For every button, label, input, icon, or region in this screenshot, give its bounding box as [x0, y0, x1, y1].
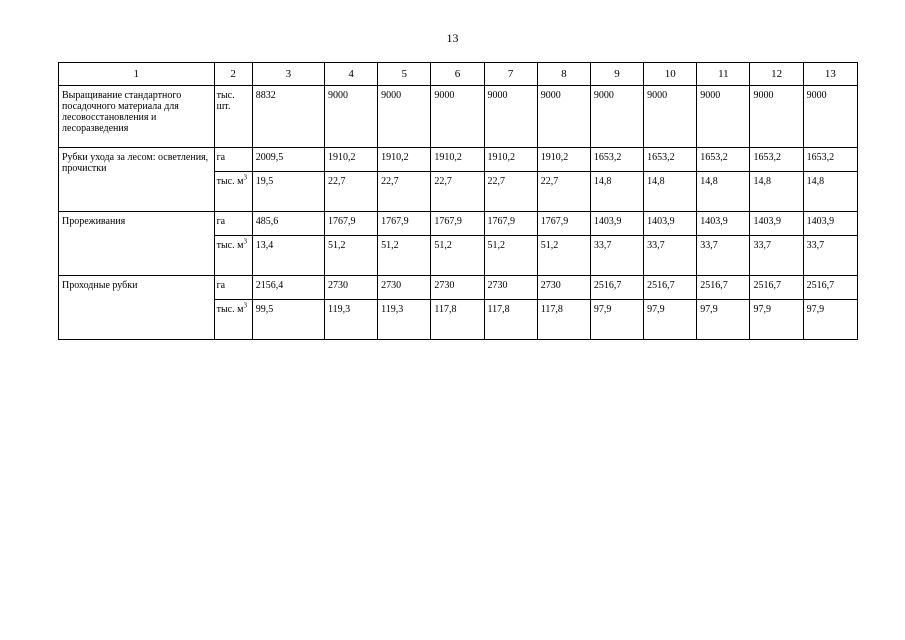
table-row — [59, 212, 858, 236]
value-text: 9000 — [487, 90, 508, 101]
value-text: 19,5 — [255, 176, 274, 187]
value-cell — [590, 172, 643, 212]
value-text: 97,9 — [647, 304, 665, 315]
value-text: 9000 — [593, 90, 614, 101]
table-row — [59, 148, 858, 172]
value-text: 22,7 — [327, 176, 346, 187]
value-text: 14,8 — [806, 176, 825, 187]
value-cell — [378, 300, 431, 340]
value-cell — [590, 276, 643, 300]
value-cell — [697, 300, 750, 340]
value-text: 22,7 — [381, 176, 399, 187]
value-text: 13,4 — [255, 240, 274, 251]
value-cell — [750, 212, 803, 236]
data-table — [58, 62, 858, 340]
value-cell — [431, 276, 484, 300]
value-text: 1653,2 — [753, 152, 781, 163]
value-cell — [697, 148, 750, 172]
value-text: 117,8 — [487, 304, 510, 315]
value-cell — [697, 172, 750, 212]
unit-cell — [214, 172, 252, 212]
value-cell — [324, 86, 377, 148]
value-text: 51,2 — [434, 240, 452, 251]
value-text: 117,8 — [540, 304, 563, 315]
value-text: 33,7 — [753, 240, 771, 251]
value-text: 2730 — [327, 280, 348, 291]
value-text: 9000 — [700, 90, 721, 101]
header-cell: 1 — [59, 63, 215, 86]
value-text: 22,7 — [540, 176, 559, 187]
value-cell — [803, 236, 857, 276]
header-cell: 3 — [252, 63, 324, 86]
value-cell — [484, 86, 537, 148]
value-cell — [484, 172, 537, 212]
value-text: 33,7 — [647, 240, 665, 251]
unit-superscript: 3 — [243, 173, 247, 182]
value-text: 1653,2 — [806, 152, 835, 163]
value-text: 9000 — [381, 90, 402, 101]
value-cell — [324, 300, 377, 340]
value-text: 33,7 — [700, 240, 718, 251]
value-cell — [590, 300, 643, 340]
value-cell — [697, 276, 750, 300]
value-text: 1910,2 — [381, 152, 409, 163]
unit-text: га — [216, 280, 226, 291]
value-cell — [252, 172, 324, 212]
header-cell: 11 — [697, 63, 750, 86]
value-cell — [537, 276, 590, 300]
value-cell — [803, 86, 857, 148]
value-cell — [484, 300, 537, 340]
value-cell — [644, 86, 697, 148]
unit-text: тыс. м — [216, 304, 244, 315]
value-cell — [750, 86, 803, 148]
value-cell — [252, 276, 324, 300]
value-text: 2730 — [381, 280, 402, 291]
value-text: 9000 — [434, 90, 455, 101]
value-text: 2516,7 — [806, 280, 835, 291]
value-text: 1403,9 — [753, 216, 781, 227]
value-text: 119,3 — [327, 304, 351, 315]
value-cell — [750, 300, 803, 340]
row-label-cell — [59, 276, 215, 340]
value-text: 2009,5 — [255, 152, 284, 163]
header-cell: 6 — [431, 63, 484, 86]
value-cell — [803, 212, 857, 236]
value-text: 14,8 — [700, 176, 718, 187]
value-text: 2516,7 — [647, 280, 675, 291]
header-cell: 7 — [484, 63, 537, 86]
value-text: 2730 — [487, 280, 508, 291]
value-text: 1910,2 — [327, 152, 356, 163]
page-number: 13 — [446, 31, 459, 45]
unit-cell — [214, 276, 252, 300]
unit-cell — [214, 212, 252, 236]
value-text: 51,2 — [487, 240, 506, 251]
value-cell — [697, 212, 750, 236]
value-cell — [537, 86, 590, 148]
value-text: 1767,9 — [434, 216, 462, 227]
value-text: 9000 — [753, 90, 774, 101]
value-cell — [644, 148, 697, 172]
value-cell — [590, 86, 643, 148]
value-text: 1403,9 — [647, 216, 675, 227]
value-cell — [590, 212, 643, 236]
value-cell — [697, 236, 750, 276]
value-cell — [252, 86, 324, 148]
value-cell — [697, 86, 750, 148]
row-label: Рубки ухода за лесом: осветления, прочистки — [62, 152, 209, 174]
value-cell — [644, 276, 697, 300]
value-text: 51,2 — [327, 240, 346, 251]
value-text: 97,9 — [806, 304, 825, 315]
value-text: 14,8 — [753, 176, 771, 187]
value-text: 51,2 — [381, 240, 399, 251]
value-text: 119,3 — [381, 304, 404, 315]
value-cell — [644, 172, 697, 212]
value-cell — [750, 276, 803, 300]
value-text: 22,7 — [487, 176, 506, 187]
header-cell: 13 — [803, 63, 857, 86]
unit-text: тыс. шт. — [216, 90, 235, 112]
header-cell: 12 — [750, 63, 803, 86]
header-cell: 5 — [378, 63, 431, 86]
value-cell — [484, 236, 537, 276]
row-label: Проходные рубки — [62, 280, 138, 291]
value-text: 1910,2 — [434, 152, 462, 163]
row-label-cell — [59, 148, 215, 212]
value-text: 14,8 — [647, 176, 665, 187]
value-cell — [803, 172, 857, 212]
unit-cell — [214, 236, 252, 276]
value-text: 1767,9 — [540, 216, 569, 227]
value-text: 485,6 — [255, 216, 279, 227]
value-cell — [324, 172, 377, 212]
header-cell: 10 — [644, 63, 697, 86]
value-cell — [378, 172, 431, 212]
unit-text: тыс. м — [216, 176, 244, 187]
value-text: 2516,7 — [700, 280, 728, 291]
row-label: Прореживания — [62, 216, 126, 227]
value-cell — [324, 212, 377, 236]
value-cell — [431, 212, 484, 236]
value-text: 1403,9 — [700, 216, 728, 227]
value-text: 2156,4 — [255, 280, 284, 291]
value-cell — [750, 148, 803, 172]
value-cell — [484, 212, 537, 236]
value-text: 1910,2 — [540, 152, 569, 163]
value-cell — [431, 300, 484, 340]
value-text: 1403,9 — [593, 216, 622, 227]
value-text: 117,8 — [434, 304, 457, 315]
value-text: 1653,2 — [647, 152, 675, 163]
value-text: 2730 — [540, 280, 561, 291]
header-cell: 2 — [214, 63, 252, 86]
value-cell — [252, 148, 324, 172]
value-cell — [378, 212, 431, 236]
value-cell — [750, 172, 803, 212]
value-cell — [803, 148, 857, 172]
value-cell — [378, 236, 431, 276]
unit-text: га — [216, 216, 226, 227]
value-cell — [537, 148, 590, 172]
table-header-row — [59, 63, 858, 86]
value-text: 9000 — [806, 90, 827, 101]
value-text: 33,7 — [593, 240, 612, 251]
value-cell — [431, 172, 484, 212]
value-cell — [378, 86, 431, 148]
value-text: 1653,2 — [593, 152, 622, 163]
value-text: 2516,7 — [593, 280, 622, 291]
value-text: 2516,7 — [753, 280, 781, 291]
unit-cell — [214, 148, 252, 172]
table-row — [59, 86, 858, 148]
value-cell — [537, 172, 590, 212]
value-text: 97,9 — [753, 304, 771, 315]
unit-cell — [214, 300, 252, 340]
value-text: 33,7 — [806, 240, 825, 251]
unit-text: га — [216, 152, 226, 163]
value-text: 9000 — [540, 90, 561, 101]
value-text: 1767,9 — [487, 216, 516, 227]
unit-cell — [214, 86, 252, 148]
value-cell — [644, 300, 697, 340]
value-text: 97,9 — [700, 304, 718, 315]
value-text: 51,2 — [540, 240, 559, 251]
value-cell — [431, 148, 484, 172]
value-text: 9000 — [647, 90, 668, 101]
value-text: 1767,9 — [327, 216, 356, 227]
unit-text: тыс. м — [216, 240, 244, 251]
value-cell — [537, 236, 590, 276]
value-text: 8832 — [255, 90, 276, 101]
header-cell: 4 — [324, 63, 377, 86]
value-cell — [644, 212, 697, 236]
value-cell — [252, 236, 324, 276]
value-cell — [324, 236, 377, 276]
value-cell — [484, 148, 537, 172]
value-cell — [644, 236, 697, 276]
value-cell — [484, 276, 537, 300]
value-cell — [803, 300, 857, 340]
unit-superscript: 3 — [243, 301, 247, 310]
value-text: 2730 — [434, 280, 455, 291]
unit-superscript: 3 — [243, 237, 247, 246]
value-cell — [378, 148, 431, 172]
value-cell — [590, 148, 643, 172]
value-cell — [431, 236, 484, 276]
row-label: Выращивание стандартного посадочного материала для лесовосстановления и лесоразведения — [62, 90, 182, 134]
header-cell: 8 — [537, 63, 590, 86]
row-label-cell — [59, 86, 215, 148]
value-text: 14,8 — [593, 176, 612, 187]
header-cell: 9 — [590, 63, 643, 86]
value-cell — [750, 236, 803, 276]
row-label-cell — [59, 212, 215, 276]
table-row — [59, 276, 858, 300]
value-text: 97,9 — [593, 304, 612, 315]
value-cell — [324, 148, 377, 172]
value-text: 22,7 — [434, 176, 452, 187]
value-cell — [324, 276, 377, 300]
value-text: 1910,2 — [487, 152, 516, 163]
value-text: 9000 — [327, 90, 348, 101]
value-text: 99,5 — [255, 304, 274, 315]
value-cell — [590, 236, 643, 276]
value-cell — [431, 86, 484, 148]
value-cell — [537, 300, 590, 340]
value-cell — [252, 300, 324, 340]
value-text: 1653,2 — [700, 152, 728, 163]
value-text: 1767,9 — [381, 216, 409, 227]
value-cell — [537, 212, 590, 236]
value-cell — [803, 276, 857, 300]
value-cell — [378, 276, 431, 300]
value-cell — [252, 212, 324, 236]
value-text: 1403,9 — [806, 216, 835, 227]
